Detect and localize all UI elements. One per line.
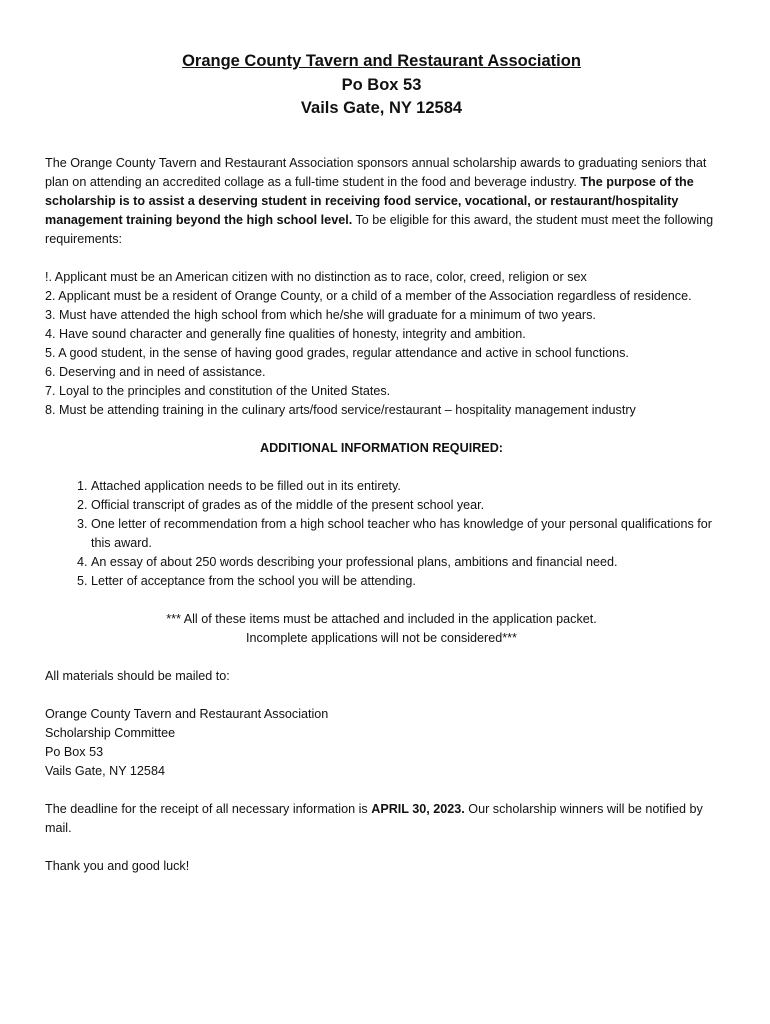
intro-text-1: The Orange County Tavern and Restaurant Association sponsors annual scholarship awards to graduating seniors that plan on attending an accredited collage as a full-time student in the food and beverage industry.	[45, 155, 707, 189]
attachment-notice	[45, 610, 718, 648]
mailing-label: All materials should be mailed to:	[45, 668, 230, 683]
deadline-date: APRIL 30, 2023.	[371, 801, 465, 816]
requirement-item: 5. A good student, in the sense of having good grades, regular attendance and active in school functions.	[45, 345, 629, 360]
address-line: Vails Gate, NY 12584	[45, 763, 165, 778]
additional-info-list	[45, 477, 718, 591]
deadline-text-1: The deadline for the receipt of all necessary information is	[45, 801, 372, 816]
city-state: Vails Gate, NY 12584	[300, 99, 463, 117]
additional-info-item: 3. One letter of recommendation from a high school teacher who has knowledge of your personal qualifications for this award.	[91, 515, 718, 553]
address-line: Scholarship Committee	[45, 725, 176, 740]
notice-line-2: Incomplete applications will not be considered***	[246, 630, 517, 645]
address-line: Orange County Tavern and Restaurant Association	[45, 706, 329, 721]
additional-info-item: 5. Letter of acceptance from the school you will be attending.	[91, 572, 718, 591]
notice-line-1: *** All of these items must be attached and included in the application packet.	[166, 611, 597, 626]
requirements-list	[45, 268, 718, 420]
address-line: Po Box 53	[45, 744, 104, 759]
requirement-item: 3. Must have attended the high school from which he/she will graduate for a minimum of two years.	[45, 307, 596, 322]
intro-purpose-bold: The purpose of the scholarship is to assist a deserving student in receiving food service, vocational, or restaurant/hospitality management training beyond the high school level.	[45, 174, 694, 227]
closing-line: Thank you and good luck!	[45, 858, 190, 873]
requirement-item: 2. Applicant must be a resident of Orange County, or a child of a member of the Association regardless of residence.	[45, 288, 692, 303]
requirement-item: 8. Must be attending training in the culinary arts/food service/restaurant – hospitality management industry	[45, 402, 636, 417]
requirement-item: 4. Have sound character and generally fine qualities of honesty, integrity and ambition.	[45, 326, 526, 341]
requirement-item: 7. Loyal to the principles and constitution of the United States.	[45, 383, 391, 398]
additional-info-heading: ADDITIONAL INFORMATION REQUIRED:	[259, 440, 503, 455]
deadline-paragraph	[45, 800, 718, 838]
requirement-item: 6. Deserving and in need of assistance.	[45, 364, 266, 379]
additional-info-item: 4. An essay of about 250 words describing your professional plans, ambitions and financial need.	[91, 553, 718, 572]
additional-info-item: 2. Official transcript of grades as of the middle of the present school year.	[91, 496, 718, 515]
intro-paragraph	[45, 154, 718, 249]
po-box: Po Box 53	[341, 75, 422, 94]
letterhead	[45, 50, 718, 121]
requirement-item: !. Applicant must be an American citizen with no distinction as to race, color, creed, religion or sex	[45, 269, 587, 284]
intro-text-2: To be eligible for this award, the student must meet the following requirements:	[45, 212, 714, 246]
mailing-address	[45, 705, 718, 781]
additional-info-item: 1. Attached application needs to be filled out in its entirety.	[91, 477, 718, 496]
organization-name: Orange County Tavern and Restaurant Association	[182, 52, 581, 70]
deadline-text-2: Our scholarship winners will be notified by mail.	[45, 801, 703, 835]
